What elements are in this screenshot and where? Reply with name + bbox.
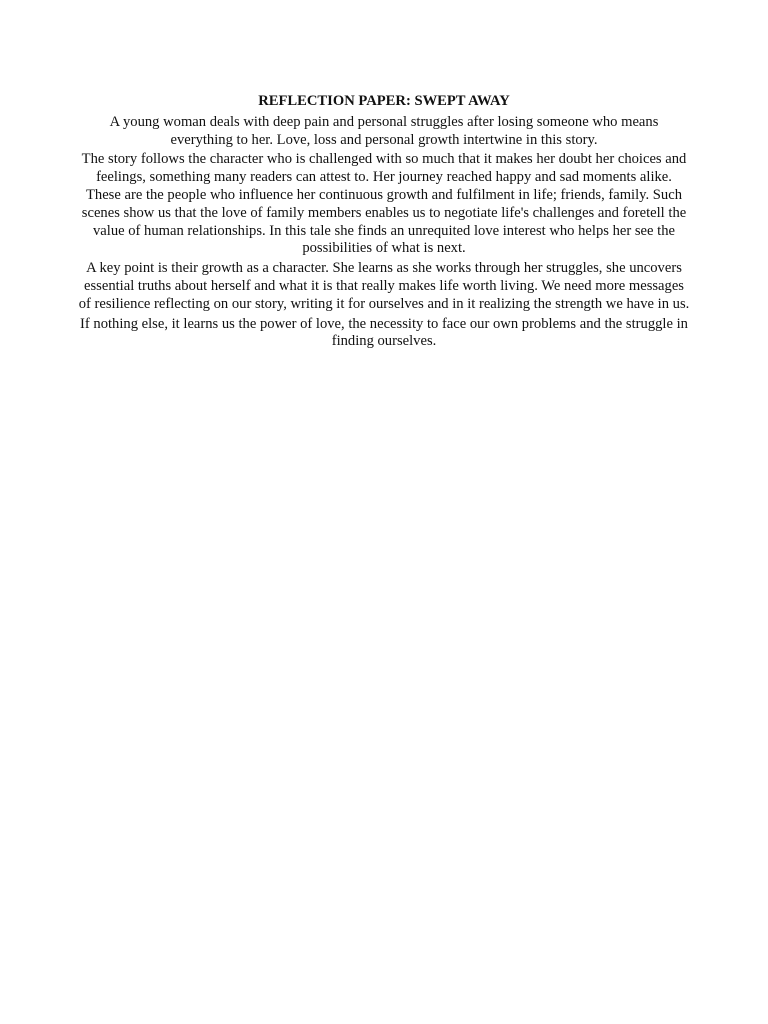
document-title: REFLECTION PAPER: SWEPT AWAY	[258, 93, 510, 109]
paragraph-story: The story follows the character who is challenged with so much that it makes her doubt her choices and feelings, something many readers can attest to. Her journey reached happy and sad moments alike. These are the people who influence her continuous growth and fulfilment in life; friends, family. Such scenes show us that the love of family members enables us to negotiate life's challenges and foretell the value of human relationships. In this tale she finds an unrequited love interest who helps her see the possibilities of what is next.	[81, 151, 687, 257]
paragraph-growth: A key point is their growth as a character. She learns as she works through her struggles, she uncovers essential truths about herself and what it is that really makes life worth living. We need more messages of resilience reflecting on our story, writing it for ourselves and in it realizing the strength we have in us.	[78, 260, 690, 312]
paragraph-conclusion: If nothing else, it learns us the power of love, the necessity to face our own problems and the struggle in finding ourselves.	[80, 315, 688, 350]
document-body	[78, 93, 690, 353]
paragraph-intro: A young woman deals with deep pain and personal struggles after losing someone who means everything to her. Love, loss and personal growth intertwine in this story.	[109, 113, 659, 148]
